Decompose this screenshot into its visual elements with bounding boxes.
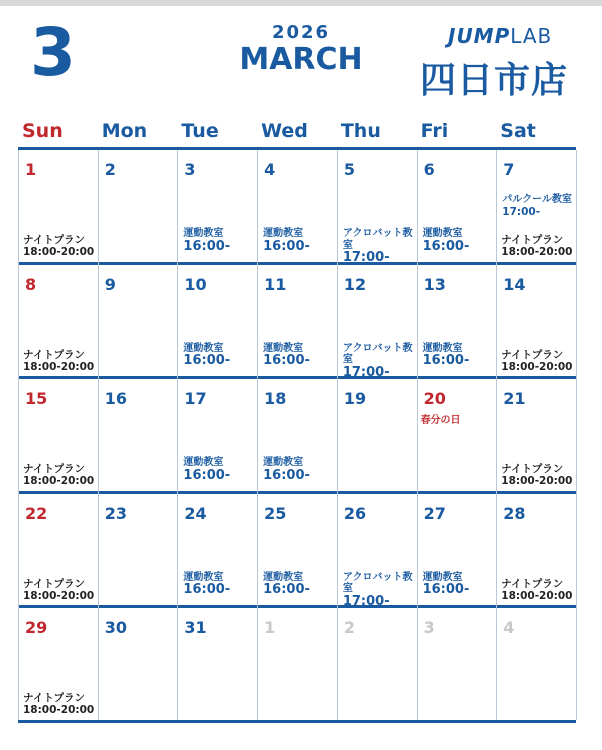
night-plan-time: 18:00-20:00	[501, 246, 573, 259]
day-number: 10	[184, 274, 207, 294]
day-number: 31	[184, 618, 207, 637]
day-number: 29	[25, 618, 48, 637]
event-title: 運動教室	[263, 228, 304, 239]
day-number: 11	[264, 274, 287, 294]
day-cell[interactable]	[18, 494, 98, 608]
day-divider	[576, 150, 577, 720]
event-time: 16:00-	[263, 353, 310, 368]
class-event[interactable]	[343, 228, 417, 266]
night-plan-title: ナイトプラン	[23, 692, 85, 704]
class-event[interactable]	[423, 343, 470, 369]
class-event[interactable]	[423, 572, 470, 598]
day-cell[interactable]	[177, 494, 257, 608]
night-plan-title: ナイトプラン	[23, 234, 85, 246]
night-plan[interactable]	[23, 234, 94, 258]
event-time: 16:00-	[183, 467, 231, 483]
day-cell[interactable]	[417, 265, 497, 379]
day-number: 12	[343, 274, 367, 294]
event-title: 運動教室	[263, 342, 304, 354]
top-border	[0, 0, 602, 6]
day-cell[interactable]	[496, 150, 576, 264]
day-cell[interactable]	[257, 379, 337, 493]
store-name: 四日市店	[420, 60, 569, 101]
event-time: 17:00-	[502, 205, 541, 218]
night-plan[interactable]	[501, 578, 572, 602]
night-plan-title: ナイトプラン	[501, 348, 564, 361]
day-number: 4	[264, 160, 276, 179]
night-plan-title: ナイトプラン	[23, 577, 85, 590]
night-plan[interactable]	[23, 692, 94, 716]
day-cell[interactable]	[337, 379, 417, 493]
night-plan-time: 18:00-20:00	[501, 360, 573, 373]
event-time: 16:00-	[183, 238, 231, 254]
night-plan[interactable]	[501, 349, 572, 373]
class-event[interactable]	[343, 343, 417, 381]
day-number: 7	[503, 160, 515, 179]
day-cell[interactable]	[257, 494, 337, 608]
day-number: 13	[423, 274, 446, 294]
day-number: 1	[264, 618, 276, 637]
day-cell[interactable]	[257, 150, 337, 264]
day-number: 30	[104, 618, 127, 637]
day-number: 24	[184, 503, 207, 523]
day-number: 18	[264, 389, 287, 408]
weekday-sat: Sat	[500, 120, 536, 142]
day-cell[interactable]	[337, 150, 417, 264]
brand-logo	[448, 24, 552, 48]
day-cell[interactable]	[337, 608, 417, 722]
day-number: 3	[423, 618, 435, 637]
day-cell[interactable]	[257, 608, 337, 722]
class-event[interactable]	[263, 343, 310, 369]
weekday-thu: Thu	[340, 120, 381, 142]
event-title: パルクール教室	[502, 194, 572, 205]
day-number: 21	[503, 389, 526, 408]
event-time: 17:00-	[342, 250, 390, 265]
holiday-label: 春分の日	[420, 415, 461, 426]
brand-jump: JUMP	[448, 24, 511, 48]
day-number: 5	[343, 160, 355, 179]
day-cell[interactable]	[177, 150, 257, 264]
day-number: 25	[264, 503, 287, 523]
event-time: 16:00-	[183, 582, 231, 597]
day-number: 9	[104, 274, 116, 294]
day-number: 19	[343, 389, 367, 408]
month-number: 3	[30, 14, 74, 91]
event-title: アクロバット教室	[342, 571, 413, 594]
event-title: 運動教室	[422, 228, 463, 239]
month-name: MARCH	[239, 42, 363, 77]
day-cell[interactable]	[98, 608, 178, 722]
event-time: 16:00-	[263, 467, 310, 483]
night-plan-time: 18:00-20:00	[501, 589, 573, 602]
event-title: 運動教室	[183, 571, 224, 583]
day-cell[interactable]	[98, 150, 178, 264]
event-title: 運動教室	[263, 457, 304, 468]
night-plan-time: 18:00-20:00	[23, 589, 95, 602]
day-cell[interactable]	[496, 265, 576, 379]
event-time: 16:00-	[263, 582, 310, 597]
day-cell[interactable]	[177, 265, 257, 379]
day-cell[interactable]	[337, 265, 417, 379]
day-number: 26	[343, 503, 367, 523]
event-title: 運動教室	[183, 228, 224, 239]
class-event[interactable]	[423, 228, 470, 254]
day-number: 20	[423, 389, 446, 408]
day-cell[interactable]	[98, 494, 178, 608]
weekday-mon: Mon	[101, 120, 148, 142]
day-cell[interactable]	[177, 608, 257, 722]
day-number: 17	[184, 389, 207, 408]
night-plan-time: 18:00-20:00	[23, 704, 95, 717]
day-number: 22	[25, 503, 48, 523]
weekday-sun: Sun	[22, 120, 63, 142]
day-number: 1	[25, 160, 37, 179]
day-cell[interactable]	[337, 494, 417, 608]
night-plan[interactable]	[23, 463, 94, 487]
day-cell[interactable]	[496, 379, 576, 493]
class-event[interactable]	[263, 457, 310, 483]
day-cell[interactable]	[18, 379, 98, 493]
event-time: 16:00-	[422, 238, 470, 254]
class-event[interactable]	[183, 343, 230, 369]
event-time: 16:00-	[183, 353, 231, 368]
day-cell[interactable]	[177, 379, 257, 493]
brand-lab: LAB	[510, 24, 553, 48]
event-title: 運動教室	[183, 457, 224, 468]
day-number: 6	[423, 160, 435, 179]
class-event-top[interactable]	[502, 194, 572, 218]
day-cell[interactable]	[18, 150, 98, 264]
night-plan-title: ナイトプラン	[23, 348, 85, 361]
event-title: 運動教室	[422, 342, 463, 354]
day-number: 2	[104, 160, 116, 179]
day-cell[interactable]	[496, 494, 576, 608]
event-time: 16:00-	[422, 582, 470, 597]
class-event[interactable]	[263, 228, 310, 254]
day-number: 27	[423, 503, 446, 523]
weekday-fri: Fri	[420, 120, 449, 142]
event-time: 17:00-	[342, 593, 390, 609]
event-time: 17:00-	[342, 364, 390, 380]
day-cell[interactable]	[98, 379, 178, 493]
night-plan-time: 18:00-20:00	[23, 246, 95, 259]
day-number: 14	[503, 274, 526, 294]
day-cell[interactable]	[417, 494, 497, 608]
class-event[interactable]	[183, 457, 230, 483]
day-number: 3	[184, 160, 196, 179]
night-plan-time: 18:00-20:00	[501, 475, 573, 488]
night-plan[interactable]	[501, 234, 572, 258]
night-plan-title: ナイトプラン	[23, 463, 85, 475]
day-cell[interactable]	[417, 150, 497, 264]
day-number: 23	[104, 503, 127, 523]
day-cell[interactable]	[18, 608, 98, 722]
night-plan-title: ナイトプラン	[501, 463, 564, 475]
night-plan-title: ナイトプラン	[501, 234, 564, 246]
event-title: 運動教室	[422, 571, 463, 583]
event-title: 運動教室	[183, 342, 224, 354]
day-number: 4	[503, 618, 515, 637]
event-title: アクロバット教室	[342, 342, 413, 365]
weekday-wed: Wed	[261, 120, 308, 142]
class-event[interactable]	[343, 572, 417, 610]
day-cell[interactable]	[98, 265, 178, 379]
day-number: 2	[343, 618, 355, 637]
event-title: アクロバット教室	[342, 228, 413, 251]
day-cell[interactable]	[18, 265, 98, 379]
weekday-tue: Tue	[181, 120, 219, 142]
event-time: 16:00-	[422, 353, 470, 368]
day-cell[interactable]	[257, 265, 337, 379]
day-cell[interactable]	[496, 608, 576, 722]
night-plan[interactable]	[23, 578, 94, 602]
day-number: 8	[25, 274, 37, 294]
night-plan[interactable]	[23, 349, 94, 373]
day-cell[interactable]	[417, 379, 497, 493]
class-event[interactable]	[263, 572, 310, 598]
night-plan-time: 18:00-20:00	[23, 475, 95, 488]
year-label: 2026	[271, 22, 331, 43]
class-event[interactable]	[183, 572, 230, 598]
event-time: 16:00-	[263, 238, 310, 254]
class-event[interactable]	[183, 228, 230, 254]
day-number: 16	[104, 389, 127, 408]
event-title: 運動教室	[263, 571, 304, 583]
day-number: 15	[25, 389, 48, 408]
night-plan[interactable]	[501, 463, 572, 487]
night-plan-time: 18:00-20:00	[23, 360, 95, 373]
day-cell[interactable]	[417, 608, 497, 722]
day-number: 28	[503, 503, 526, 523]
night-plan-title: ナイトプラン	[501, 577, 564, 590]
